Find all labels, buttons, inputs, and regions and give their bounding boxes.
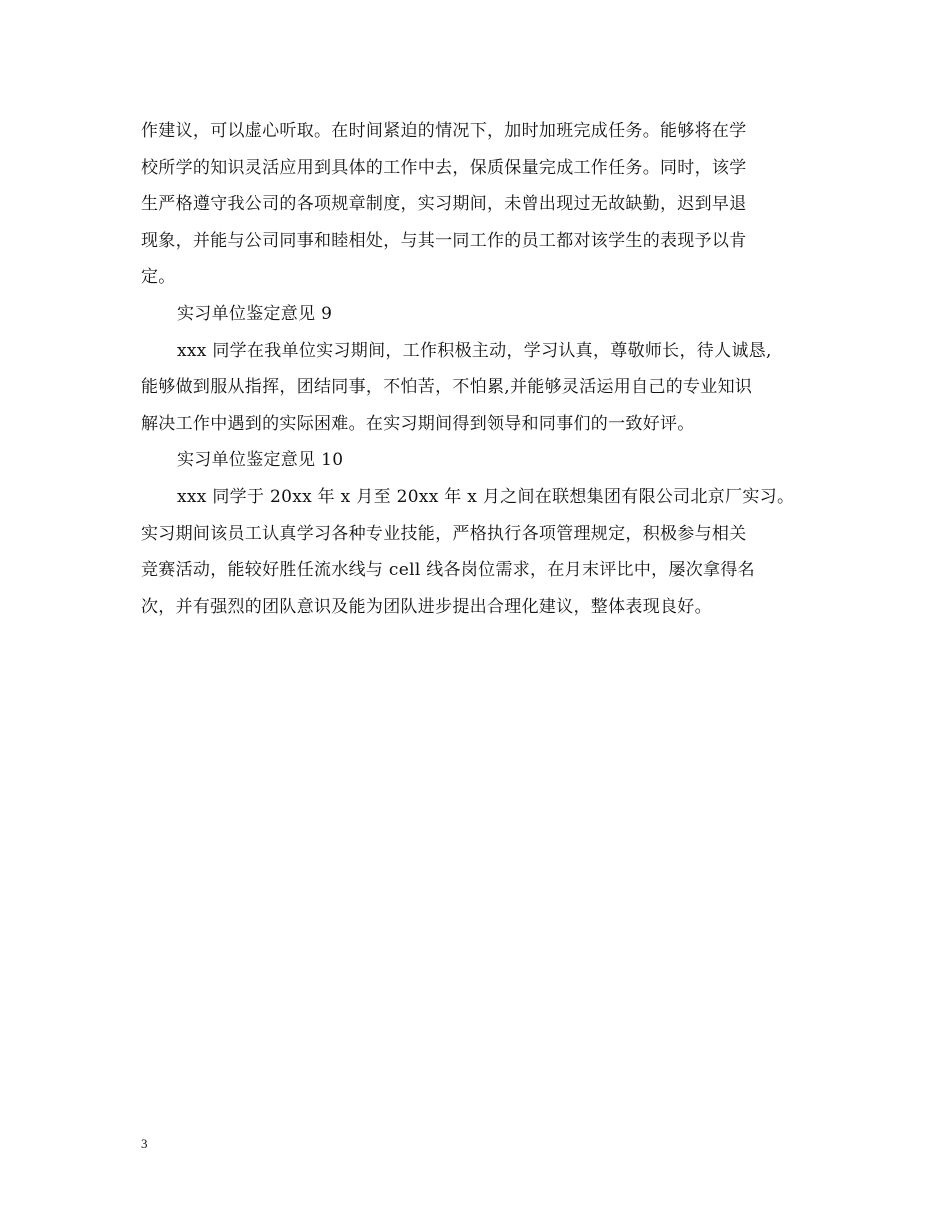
paragraph-line: 次，并有强烈的团队意识及能为团队进步提出合理化建议，整体表现良好。: [141, 596, 712, 617]
section-heading: 实习单位鉴定意见 10: [177, 450, 344, 471]
paragraph-line: 生严格遵守我公司的各项规章制度，实习期间，未曾出现过无故缺勤，迟到早退: [141, 194, 747, 215]
document-body: [141, 113, 821, 625]
paragraph-line: 能够做到服从指挥，团结同事，不怕苦，不怕累,并能够灵活运用自己的专业知识: [141, 377, 753, 398]
paragraph-line: 作建议，可以虚心听取。在时间紧迫的情况下，加时加班完成任务。能够将在学: [141, 121, 747, 141]
paragraph-line: 解决工作中遇到的实际困难。在实习期间得到领导和同事们的一致好评。: [141, 413, 695, 434]
page-number: 3: [141, 1136, 148, 1151]
paragraph-line: 定。: [141, 267, 176, 288]
section-heading: 实习单位鉴定意见 9: [177, 303, 333, 324]
paragraph-line: 竞赛活动，能较好胜任流水线与 cell 线各岗位需求，在月末评比中，屡次拿得名: [141, 560, 755, 581]
paragraph-line: xxx 同学于 20xx 年 x 月至 20xx 年 x 月之间在联想集团有限公司北京厂实习。: [177, 486, 795, 507]
paragraph-line: xxx 同学在我单位实习期间，工作积极主动，学习认真，尊敬师长，待人诚恳,: [177, 340, 772, 361]
paragraph-line: 现象，并能与公司同事和睦相处，与其一同工作的员工都对该学生的表现予以肯: [141, 230, 747, 251]
paragraph-line: 校所学的知识灵活应用到具体的工作中去，保质保量完成工作任务。同时，该学: [141, 157, 747, 178]
paragraph-line: 实习期间该员工认真学习各种专业技能，严格执行各项管理规定，积极参与相关: [141, 523, 747, 544]
